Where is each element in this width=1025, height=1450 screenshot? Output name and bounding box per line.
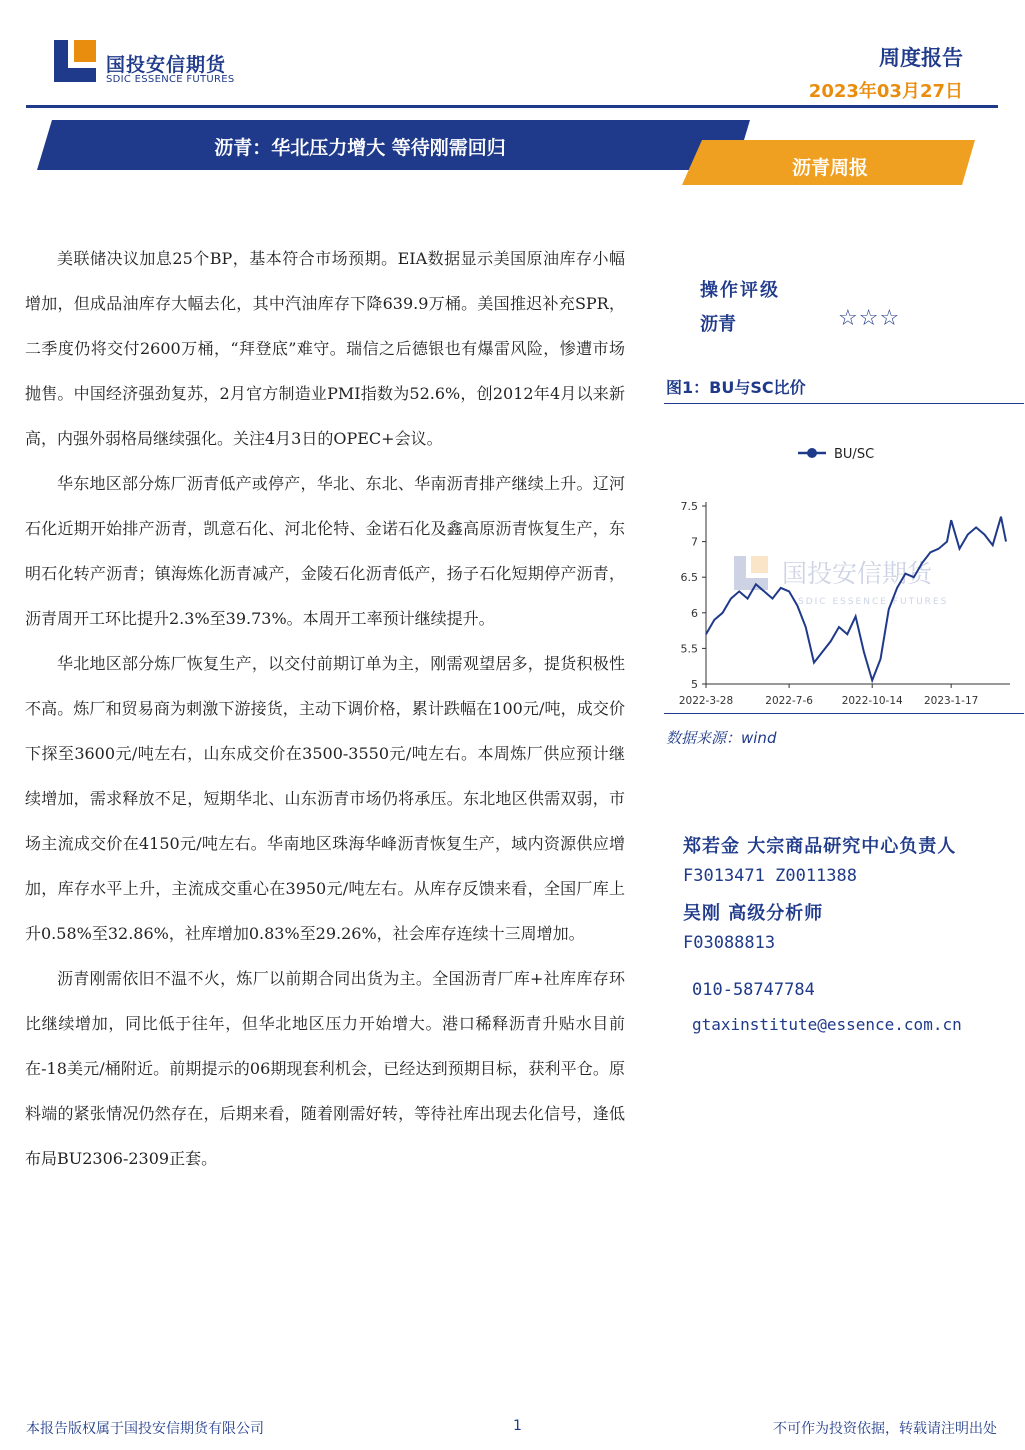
y-tick-label: 7: [691, 535, 698, 549]
report-series-tag: 沥青周报: [791, 157, 868, 179]
rating-stars-icon: ☆☆☆: [838, 306, 901, 331]
y-tick-label: 5.5: [680, 642, 698, 656]
rating-heading: 操作评级: [700, 280, 780, 301]
footer-copyright: 本报告版权属于国投安信期货有限公司: [26, 1421, 264, 1437]
x-tick-label: 2023-1-17: [923, 695, 979, 707]
chart-legend: [798, 447, 874, 462]
y-tick-label: 7.5: [680, 500, 698, 513]
x-tick-label: 2022-3-28: [678, 695, 734, 707]
analyst-1-license-ids: F3013471 Z0011388: [683, 866, 857, 886]
analyst-2-license-id: F03088813: [683, 933, 776, 953]
watermark-text-cn: 国投安信期货: [782, 559, 933, 588]
analyst-2-name-title: 吴刚 高级分析师: [683, 903, 824, 924]
body-paragraph-3: 华北地区部分炼厂恢复生产，以交付前期订单为主，刚需观望居多，提货积极性不高。炼厂和贸易商为刺激下游接货，主动下调价格，累计跌幅在100元/吨，成交价下探至3600元/吨左右，山东成交价在3500-3550元/吨左右。本周炼厂供应预计继续增加，需求释放不足，短期华北、山东沥青市场仍将承压。东北地区供需双弱，市场主流成交价在4150元/吨左右。华南地区珠海华峰沥青恢复生产，域内资源供应增加，库存水平上升，主流成交重心在3950元/吨左右。从库存反馈来看，全国厂库上升0.58%至32.86%，社库增加0.83%至29.26%，社会库存连续十三周增加。: [25, 654, 625, 943]
contact-phone: 010-58747784: [692, 980, 815, 1000]
header-divider: [26, 105, 998, 108]
report-date: 2023年03月27日: [808, 81, 963, 102]
x-tick-label: 2022-10-14: [841, 695, 903, 707]
body-paragraph-2: 华东地区部分炼厂沥青低产或停产，华北、东北、华南沥青排产继续上升。辽河石化近期开始排产沥青，凯意石化、河北伦特、金诺石化及鑫高原沥青恢复生产，东明石化转产沥青；镇海炼化沥青减产，金陵石化沥青低产，扬子石化短期停产沥青，沥青周开工环比提升2.3%至39.73%。本周开工率预计继续提升。: [25, 474, 625, 628]
company-logo-icon: [54, 40, 96, 82]
y-tick-label: 6.5: [680, 571, 698, 585]
legend-label: BU/SC: [834, 447, 875, 462]
y-tick-label: 5: [691, 678, 698, 691]
analyst-1-name-title: 郑若金 大宗商品研究中心负责人: [683, 836, 957, 857]
watermark-text-en: SDIC ESSENCE FUTURES: [798, 597, 949, 607]
footer-disclaimer: 不可作为投资依据，转载请注明出处: [773, 1421, 997, 1437]
page-number: 1: [513, 1418, 522, 1434]
legend-marker: [807, 448, 817, 458]
figure-bottom-rule: [664, 713, 1024, 714]
contact-email[interactable]: gtaxinstitute@essence.com.cn: [692, 1015, 962, 1034]
watermark: [734, 556, 948, 607]
figure-title: 图1：BU与SC比价: [666, 378, 806, 397]
data-source: 数据来源：wind: [666, 729, 777, 747]
report-body: [25, 236, 625, 1181]
rating-product: 沥青: [700, 314, 736, 335]
y-tick-label: 6: [691, 606, 698, 620]
body-paragraph-1: 美联储决议加息25个BP，基本符合市场预期。EIA数据显示美国原油库存小幅增加，但成品油库存大幅去化，其中汽油库存下降639.9万桶。美国推迟补充SPR，二季度仍将交付2600万桶，“拜登底”难守。瑞信之后德银也有爆雷风险，惨遭市场抛售。中国经济强劲复苏，2月官方制造业PMI指数为52.6%，创2012年4月以来新高，内强外弱格局继续强化。关注4月3日的OPEC+会议。: [25, 249, 625, 448]
figure-top-rule: [664, 403, 1024, 404]
body-paragraph-4: 沥青刚需依旧不温不火，炼厂以前期合同出货为主。全国沥青厂库+社库库存环比继续增加，同比低于往年，但华北地区压力开始增大。港口稀释沥青升贴水目前在-18美元/桶附近。前期提示的06期现套利机会，已经达到预期目标，获利平仓。原料端的紧张情况仍然存在，后期来看，随着刚需好转，等待社库出现去化信号，逢低布局BU2306-2309正套。: [25, 969, 625, 1168]
bu-sc-ratio-chart: [664, 430, 1024, 718]
report-title: 沥青：华北压力增大 等待刚需回归: [214, 137, 506, 159]
x-tick-label: 2022-7-6: [765, 695, 813, 707]
company-name-en: SDIC ESSENCE FUTURES: [106, 74, 235, 85]
report-type: 周度报告: [879, 46, 963, 70]
company-name-cn: 国投安信期货: [106, 54, 227, 76]
